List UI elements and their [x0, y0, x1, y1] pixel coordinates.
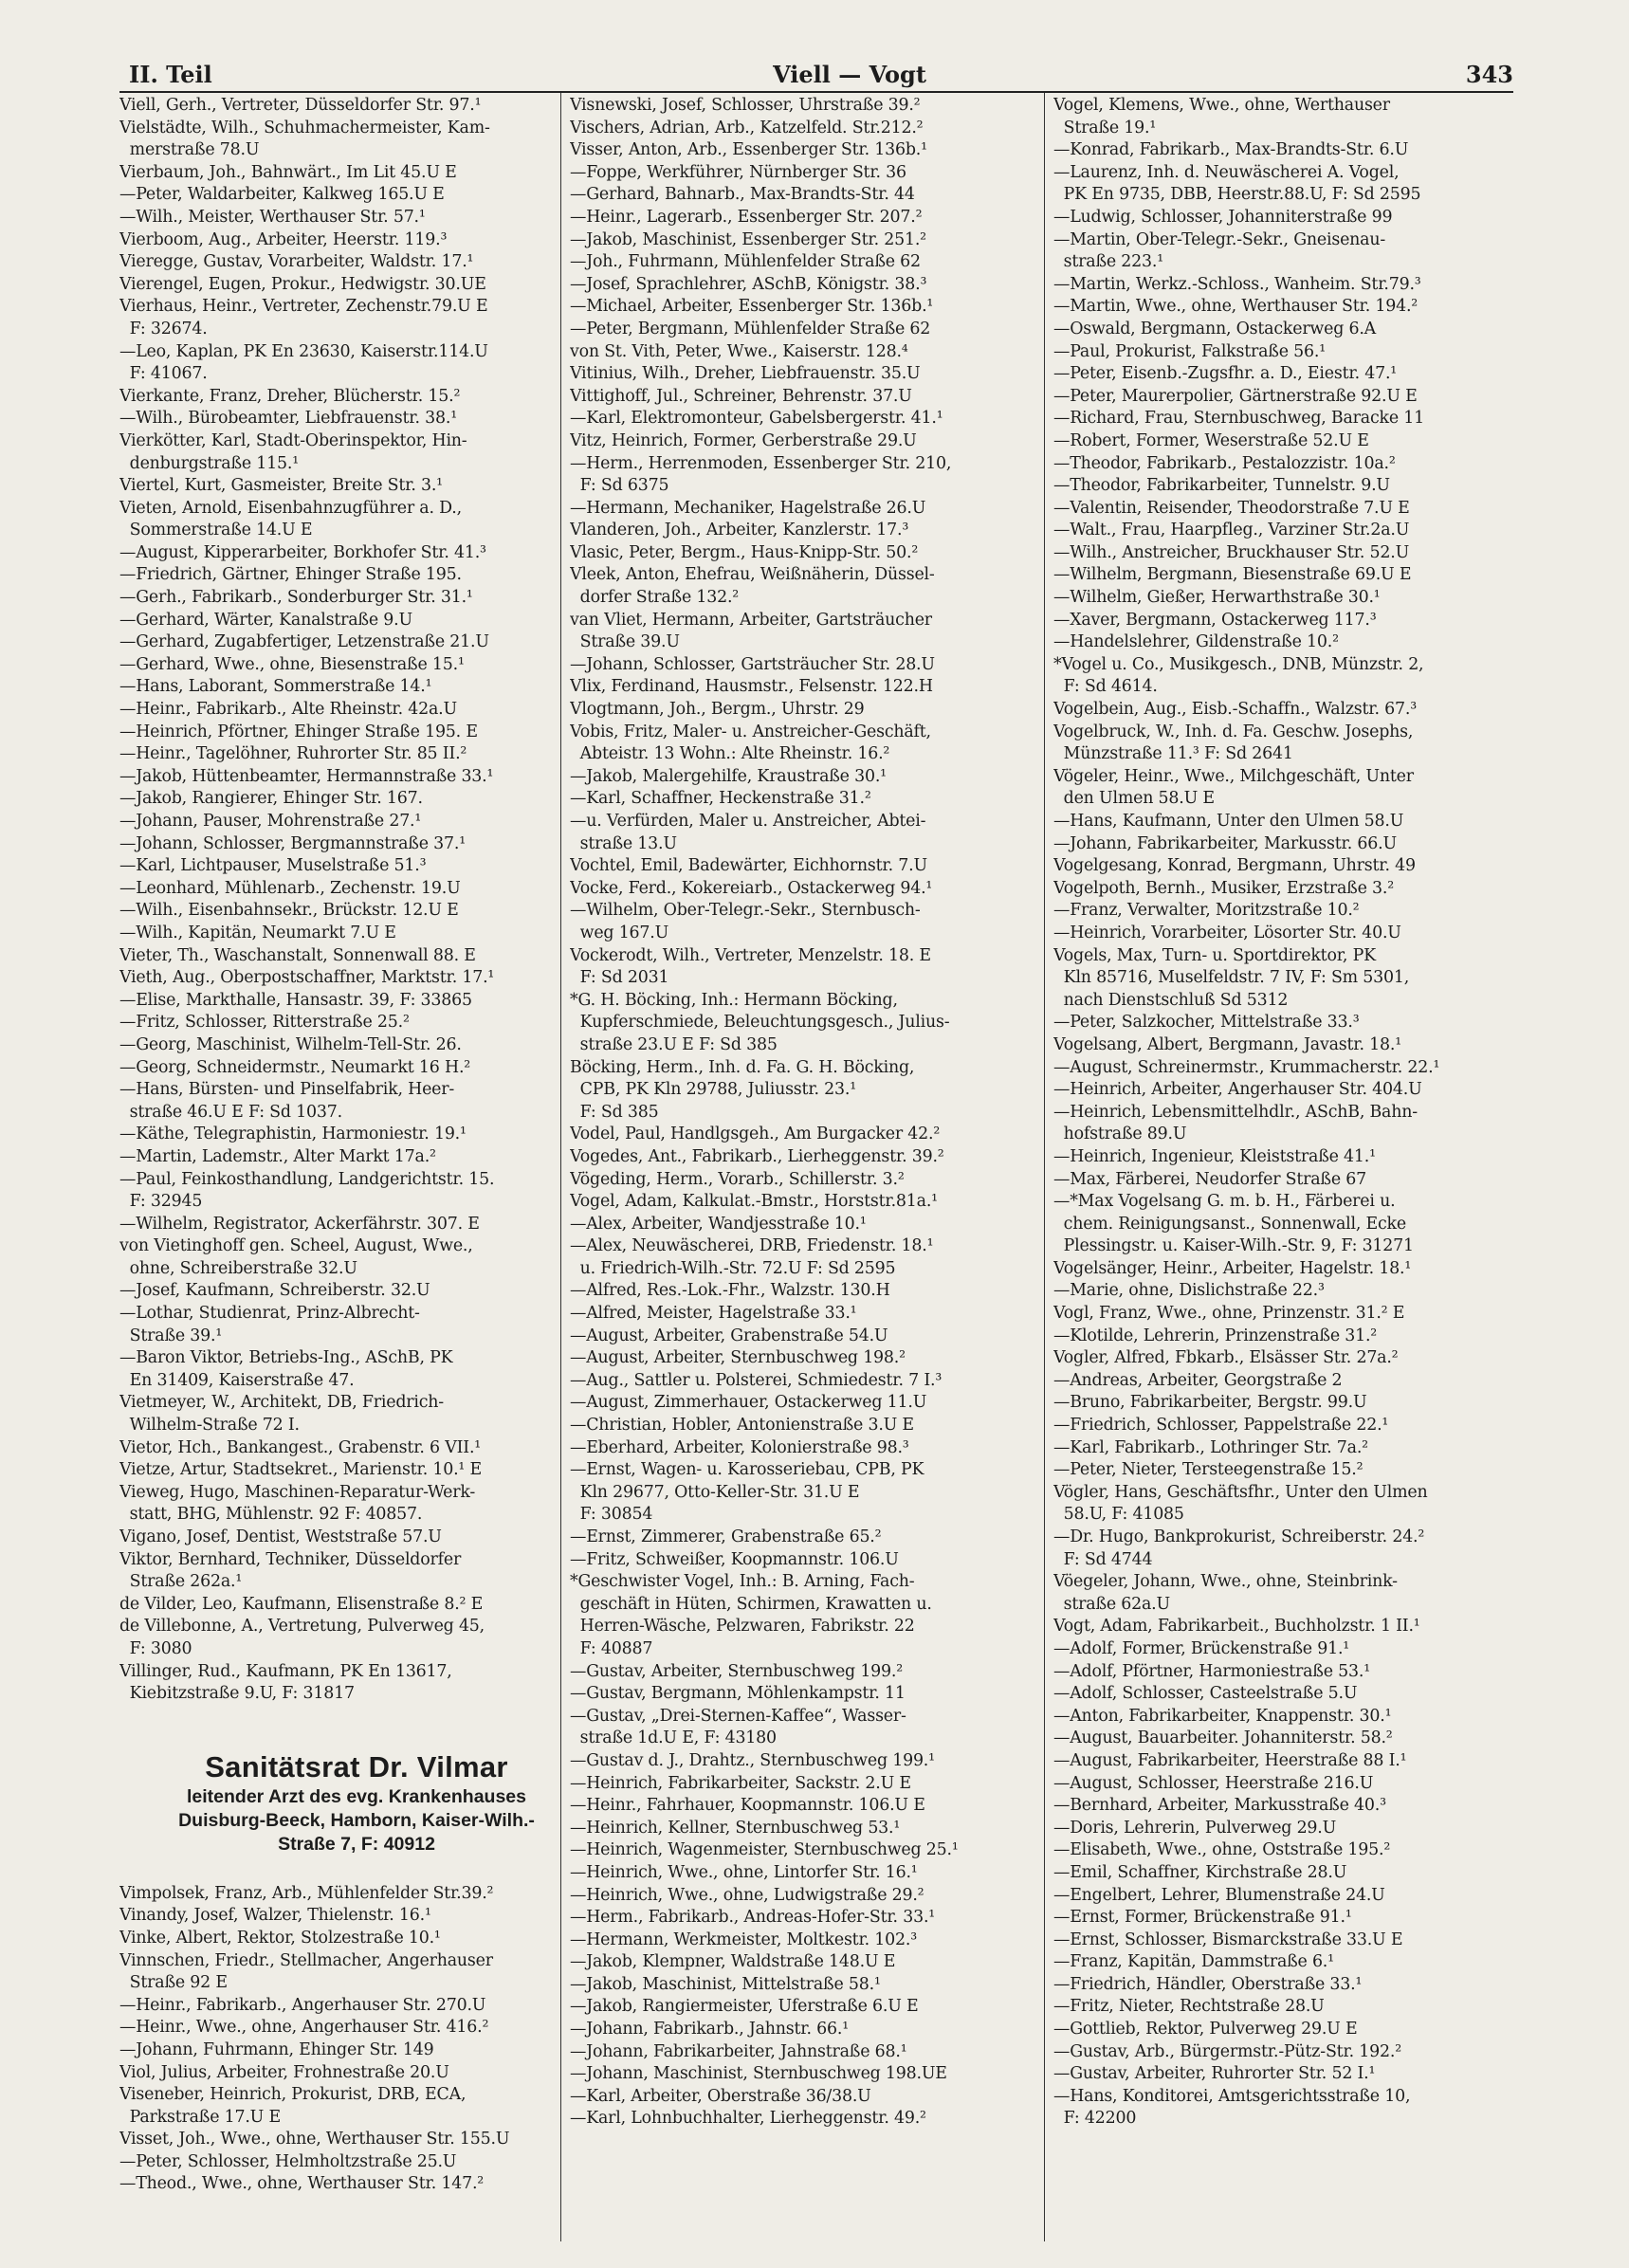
directory-entry: —Theodor, Fabrikarbeiter, Tunnelstr. 9.U: [1053, 476, 1390, 496]
directory-entry: Herren-Wäsche, Pelzwaren, Fabrikstr. 22: [570, 1617, 915, 1637]
directory-entry: —Herm., Herrenmoden, Essenberger Str. 210,: [570, 453, 952, 473]
directory-entry: Viol, Julius, Arbeiter, Frohnestraße 20.U: [119, 2062, 449, 2082]
directory-entry: —Oswald, Bergmann, Ostackerweg 6.A: [1053, 319, 1377, 338]
directory-entry: Vierbaum, Joh., Bahnwärt., Im Lit 45.U E: [119, 162, 457, 182]
directory-entry: —Klotilde, Lehrerin, Prinzenstraße 31.²: [1053, 1326, 1378, 1345]
directory-entry: —Heinrich, Arbeiter, Angerhauser Str. 404.U: [1053, 1080, 1422, 1100]
directory-entry: Vogelgesang, Konrad, Bergmann, Uhrstr. 49: [1053, 856, 1416, 876]
directory-entry: —Käthe, Telegraphistin, Harmoniestr. 19.¹: [119, 1125, 467, 1144]
directory-entry: von St. Vith, Peter, Wwe., Kaiserstr. 128.⁴: [570, 341, 908, 361]
directory-entry: —Heinrich, Kellner, Sternbuschweg 53.¹: [570, 1818, 901, 1838]
directory-entry: —Hans, Kaufmann, Unter den Ulmen 58.U: [1053, 812, 1404, 831]
directory-entry: —Franz, Kapitän, Dammstraße 6.¹: [1053, 1952, 1334, 1972]
directory-entry: Vietze, Artur, Stadtsekret., Marienstr. 10.¹ E: [119, 1460, 483, 1480]
directory-entry: denburgstraße 115.¹: [119, 453, 299, 473]
directory-entry: —Eberhard, Arbeiter, Kolonierstraße 98.³: [570, 1437, 909, 1457]
directory-entry: —Walt., Frau, Haarpfleg., Varziner Str.2a.U: [1053, 521, 1410, 540]
directory-entry: —Bernhard, Arbeiter, Markusstraße 40.³: [1053, 1796, 1386, 1816]
directory-entry: Vochtel, Emil, Badewärter, Eichhornstr. 7.U: [570, 856, 927, 876]
directory-entry: Visser, Anton, Arb., Essenberger Str. 136b.¹: [570, 140, 927, 160]
directory-entry: Viell, Gerh., Vertreter, Düsseldorfer Str. 97.¹: [119, 96, 482, 115]
directory-entry: Vlix, Ferdinand, Hausmstr., Felsenstr. 122.H: [570, 677, 933, 697]
directory-entry: F: Sd 385: [570, 1102, 659, 1122]
directory-entry: —Johann, Maschinist, Sternbuschweg 198.UE: [570, 2064, 947, 2084]
directory-entry: —August, Arbeiter, Sternbuschweg 198.²: [570, 1348, 906, 1368]
directory-entry: —Richard, Frau, Sternbuschweg, Baracke 11: [1053, 409, 1424, 429]
column-2: [570, 95, 1044, 2247]
directory-entry: u. Friedrich-Wilh.-Str. 72.U F: Sd 2595: [570, 1258, 896, 1278]
directory-entry: —Johann, Schlosser, Gartsträucher Str. 28.U: [570, 654, 935, 674]
directory-entry: —Andreas, Arbeiter, Georgstraße 2: [1053, 1370, 1343, 1390]
directory-entry: chem. Reinigungsanst., Sonnenwall, Ecke: [1053, 1214, 1406, 1234]
directory-entry: —Bruno, Fabrikarbeiter, Bergstr. 99.U: [1053, 1393, 1367, 1413]
directory-entry: —Foppe, Werkführer, Nürnberger Str. 36: [570, 162, 906, 182]
directory-entry: Vogedes, Ant., Fabrikarb., Lierheggenstr. 39.²: [570, 1146, 944, 1166]
directory-entry: Vierboom, Aug., Arbeiter, Heerstr. 119.³: [119, 229, 448, 249]
directory-entry: Vögler, Hans, Geschäftsfhr., Unter den Ulmen: [1053, 1482, 1428, 1502]
directory-entry: Straße 262a.¹: [119, 1572, 243, 1592]
directory-entry: Vielstädte, Wilh., Schuhmachermeister, Kam-: [119, 118, 490, 137]
ad-line: Duisburg-Beeck, Hamborn, Kaiser-Wilh.-: [178, 1809, 535, 1831]
directory-entry: —Elisabeth, Wwe., ohne, Oststraße 195.²: [1053, 1840, 1391, 1860]
directory-entry: —Martin, Wwe., ohne, Werthauser Str. 194.²: [1053, 297, 1419, 317]
directory-entry: Vietor, Hch., Bankangest., Grabenstr. 6 VII.¹: [119, 1437, 482, 1457]
directory-entry: F: Sd 4744: [1053, 1549, 1153, 1569]
directory-entry: —Martin, Ober-Telegr.-Sekr., Gneisenau-: [1053, 229, 1386, 249]
directory-entry: —Leonhard, Mühlenarb., Zechenstr. 19.U: [119, 878, 461, 898]
directory-entry: Vockerodt, Wilh., Vertreter, Menzelstr. 18. E: [570, 945, 931, 965]
directory-entry: —Jakob, Maschinist, Essenberger Str. 251.²: [570, 229, 926, 249]
directory-entry: hofstraße 89.U: [1053, 1125, 1187, 1144]
directory-entry: Sommerstraße 14.U E: [119, 521, 313, 540]
directory-entry: von Vietinghoff gen. Scheel, August, Wwe.,: [119, 1236, 473, 1256]
directory-entry: straße 1d.U E, F: 43180: [570, 1728, 777, 1748]
directory-entry: —Peter, Bergmann, Mühlenfelder Straße 62: [570, 319, 931, 338]
directory-entry: Vieweg, Hugo, Maschinen-Reparatur-Werk-: [119, 1482, 476, 1502]
directory-entry: statt, BHG, Mühlenstr. 92 F: 40857.: [119, 1505, 423, 1525]
directory-entry: Vinandy, Josef, Walzer, Thielenstr. 16.¹: [119, 1906, 431, 1926]
directory-entry: Vögeler, Heinr., Wwe., Milchgeschäft, Unter: [1053, 766, 1414, 786]
directory-entry: —Karl, Fabrikarb., Lothringer Str. 7a.²: [1053, 1437, 1368, 1457]
directory-entry: F: 32945: [119, 1192, 203, 1212]
directory-entry: —Doris, Lehrerin, Pulverweg 29.U: [1053, 1818, 1337, 1838]
directory-entry: —Michael, Arbeiter, Essenberger Str. 136b.¹: [570, 297, 934, 317]
column-1-entries-bottom: [119, 1883, 594, 2196]
directory-entry: —Fritz, Schlosser, Ritterstraße 25.²: [119, 1013, 410, 1033]
directory-entry: F: Sd 6375: [570, 476, 669, 496]
directory-entry: —Josef, Sprachlehrer, ASchB, Königstr. 38.³: [570, 274, 927, 294]
directory-entry: —Karl, Elektromonteur, Gabelsbergerstr. 41.¹: [570, 409, 943, 429]
directory-entry: Vierhaus, Heinr., Vertreter, Zechenstr.79.U E: [119, 297, 488, 317]
directory-entry: Wilhelm-Straße 72 I.: [119, 1416, 300, 1436]
directory-entry: —Herm., Fabrikarb., Andreas-Hofer-Str. 33.¹: [570, 1908, 936, 1928]
directory-entry: —Johann, Fuhrmann, Ehinger Str. 149: [119, 2039, 434, 2059]
directory-entry: —Ludwig, Schlosser, Johanniterstraße 99: [1053, 207, 1393, 227]
directory-entry: Vitz, Heinrich, Former, Gerberstraße 29.U: [570, 430, 917, 450]
directory-entry: —Friedrich, Schlosser, Pappelstraße 22.¹: [1053, 1416, 1389, 1436]
directory-entry: Kiebitzstraße 9.U, F: 31817: [119, 1684, 355, 1704]
directory-entry: Viktor, Bernhard, Techniker, Düsseldorfer: [119, 1549, 462, 1569]
directory-entry: —Franz, Verwalter, Moritzstraße 10.²: [1053, 901, 1360, 921]
directory-entry: —Ernst, Wagen- u. Karosseriebau, CPB, PK: [570, 1460, 924, 1480]
directory-entry: —Heinrich, Pförtner, Ehinger Straße 195. E: [119, 722, 478, 741]
directory-entry: —Heinrich, Ingenieur, Kleiststraße 41.¹: [1053, 1146, 1376, 1166]
directory-entry: —Paul, Feinkosthandlung, Landgerichtstr. 15.: [119, 1169, 495, 1189]
directory-entry: Viertel, Kurt, Gasmeister, Breite Str. 3.¹: [119, 476, 443, 496]
column-divider: [1044, 93, 1045, 2241]
directory-entry: —Friedrich, Gärtner, Ehinger Straße 195.: [119, 565, 462, 585]
page-number: 343: [1465, 61, 1513, 88]
directory-entry: —Heinr., Fahrhauer, Koopmannstr. 106.U E: [570, 1796, 925, 1816]
directory-entry: Vodel, Paul, Handlgsgeh., Am Burgacker 42.²: [570, 1125, 941, 1144]
directory-entry: Vierengel, Eugen, Prokur., Hedwigstr. 30.UE: [119, 274, 486, 294]
directory-entry: Vögeding, Herm., Vorarb., Schillerstr. 3.²: [570, 1169, 905, 1189]
directory-entry: Vitinius, Wilh., Dreher, Liebfrauenstr. 35.U: [570, 364, 921, 384]
directory-entry: 58.U, F: 41085: [1053, 1505, 1184, 1525]
directory-entry: —August, Kipperarbeiter, Borkhofer Str. 41.³: [119, 542, 486, 562]
directory-entry: —Wilh., Kapitän, Neumarkt 7.U E: [119, 923, 396, 942]
directory-entry: —Gustav d. J., Drahtz., Sternbuschweg 199.¹: [570, 1750, 935, 1770]
directory-entry: —Gerh., Fabrikarb., Sonderburger Str. 31.¹: [119, 588, 473, 608]
directory-entry: —August, Fabrikarbeiter, Heerstraße 88 I.¹: [1053, 1750, 1407, 1770]
directory-entry: —Ernst, Former, Brückenstraße 91.¹: [1053, 1908, 1352, 1928]
directory-entry: Vinke, Albert, Rektor, Stolzestraße 10.¹: [119, 1928, 441, 1948]
directory-entry: Vinnschen, Friedr., Stellmacher, Angerhauser: [119, 1950, 493, 1970]
column-3: [1053, 95, 1528, 2247]
directory-entry: —Peter, Eisenb.-Zugsfhr. a. D., Eiestr. 47.¹: [1053, 364, 1398, 384]
directory-entry: Straße 19.¹: [1053, 118, 1157, 137]
directory-entry: —Hans, Laborant, Sommerstraße 14.¹: [119, 677, 432, 697]
directory-entry: —Handelslehrer, Gildenstraße 10.²: [1053, 632, 1339, 652]
directory-entry: —Johann, Fabrikarb., Jahnstr. 66.¹: [570, 2020, 849, 2039]
directory-entry: Abteistr. 13 Wohn.: Alte Rheinstr. 16.²: [570, 744, 890, 764]
directory-entry: —Karl, Lohnbuchhalter, Lierheggenstr. 49.²: [570, 2109, 926, 2129]
directory-entry: Vieten, Arnold, Eisenbahnzugführer a. D.,: [119, 498, 462, 518]
directory-entry: —Jakob, Rangiermeister, Uferstraße 6.U E: [570, 1997, 919, 2017]
directory-entry: straße 223.¹: [1053, 252, 1163, 272]
directory-entry: —Hermann, Mechaniker, Hagelstraße 26.U: [570, 498, 926, 518]
directory-entry: —Karl, Arbeiter, Oberstraße 36/38.U: [570, 2086, 871, 2106]
directory-entry: F: 41067.: [119, 364, 208, 384]
directory-entry: —August, Schlosser, Heerstraße 216.U: [1053, 1773, 1374, 1793]
directory-entry: F: 40887: [570, 1638, 653, 1658]
directory-entry: —August, Arbeiter, Grabenstraße 54.U: [570, 1326, 888, 1345]
directory-entry: —Jakob, Hüttenbeamter, Hermannstraße 33.¹: [119, 766, 494, 786]
directory-entry: *G. H. Böcking, Inh.: Hermann Böcking,: [570, 990, 898, 1010]
directory-entry: Vogelbruck, W., Inh. d. Fa. Geschw. Josephs,: [1053, 722, 1414, 741]
directory-entry: —Hermann, Werkmeister, Moltkestr. 102.³: [570, 1930, 918, 1949]
directory-entry: Vogl, Franz, Wwe., ohne, Prinzenstr. 31.² E: [1053, 1304, 1405, 1324]
directory-entry: geschäft in Hüten, Schirmen, Krawatten u.: [570, 1594, 932, 1614]
directory-entry: Villinger, Rud., Kaufmann, PK En 13617,: [119, 1661, 452, 1681]
directory-entry: Vogelbein, Aug., Eisb.-Schaffn., Walzstr. 67.³: [1053, 700, 1417, 720]
directory-entry: Vigano, Josef, Dentist, Weststraße 57.U: [119, 1527, 442, 1546]
directory-entry: —Leo, Kaplan, PK En 23630, Kaiserstr.114.U: [119, 341, 488, 361]
directory-entry: —Adolf, Schlosser, Casteelstraße 5.U: [1053, 1684, 1358, 1704]
directory-entry: —Aug., Sattler u. Polsterei, Schmiedestr. 7 I.³: [570, 1370, 943, 1390]
directory-entry: —Dr. Hugo, Bankprokurist, Schreiberstr. 24.²: [1053, 1527, 1425, 1546]
directory-entry: F: Sd 4614.: [1053, 677, 1158, 697]
directory-entry: —Paul, Prokurist, Falkstraße 56.¹: [1053, 341, 1326, 361]
directory-entry: —Johann, Fabrikarbeiter, Markusstr. 66.U: [1053, 833, 1397, 853]
directory-entry: F: 32674.: [119, 319, 208, 338]
directory-entry: —Anton, Fabrikarbeiter, Knappenstr. 30.¹: [1053, 1706, 1392, 1726]
directory-entry: —Robert, Former, Weserstraße 52.U E: [1053, 430, 1369, 450]
directory-entry: Visnewski, Josef, Schlosser, Uhrstraße 39.²: [570, 96, 921, 115]
directory-entry: *Geschwister Vogel, Inh.: B. Arning, Fach-: [570, 1572, 915, 1592]
directory-entry: F: 42200: [1053, 2109, 1137, 2129]
ad-line: Straße 7, F: 40912: [278, 1833, 435, 1855]
directory-entry: merstraße 78.U: [119, 140, 260, 160]
directory-entry: —Wilhelm, Registrator, Ackerfährstr. 307. E: [119, 1214, 480, 1234]
directory-entry: —Adolf, Former, Brückenstraße 91.¹: [1053, 1638, 1350, 1658]
directory-entry: —Heinr., Lagerarb., Essenberger Str. 207.²: [570, 207, 923, 227]
directory-entry: Straße 39.¹: [119, 1326, 223, 1345]
directory-entry: —Lothar, Studienrat, Prinz-Albrecht-: [119, 1304, 420, 1324]
directory-entry: straße 13.U: [570, 833, 677, 853]
directory-entry: —Wilhelm, Bergmann, Biesenstraße 69.U E: [1053, 565, 1412, 585]
directory-entry: Vogelpoth, Bernh., Musiker, Erzstraße 3.²: [1053, 878, 1394, 898]
directory-entry: —Gustav, Arbeiter, Sternbuschweg 199.²: [570, 1661, 904, 1681]
directory-entry: —Marie, ohne, Dislichstraße 22.³: [1053, 1281, 1325, 1301]
directory-entry: Vlogtmann, Joh., Bergm., Uhrstr. 29: [570, 700, 865, 720]
directory-entry: Vlanderen, Joh., Arbeiter, Kanzlerstr. 17.³: [570, 521, 909, 540]
directory-entry: Vleek, Anton, Ehefrau, Weißnäherin, Düssel-: [570, 565, 935, 585]
directory-entry: —Gerhard, Wwe., ohne, Biesenstraße 15.¹: [119, 654, 465, 674]
directory-entry: —August, Schreinermstr., Krummacherstr. 22.¹: [1053, 1057, 1440, 1077]
directory-entry: —Heinr., Wwe., ohne, Angerhauser Str. 416.²: [119, 2018, 489, 2038]
directory-entry: —Alex, Arbeiter, Wandjesstraße 10.¹: [570, 1214, 867, 1234]
directory-entry: —u. Verfürden, Maler u. Anstreicher, Abtei-: [570, 812, 926, 831]
directory-entry: F: Sd 2031: [570, 968, 669, 988]
directory-entry: Vöegeler, Johann, Wwe., ohne, Steinbrink-: [1053, 1572, 1398, 1592]
directory-entry: En 31409, Kaiserstraße 47.: [119, 1370, 355, 1390]
directory-entry: —Hans, Bürsten- und Pinselfabrik, Heer-: [119, 1080, 455, 1100]
directory-entry: Vogels, Max, Turn- u. Sportdirektor, PK: [1053, 945, 1376, 965]
directory-entry: Vogel, Adam, Kalkulat.-Bmstr., Horststr.81a.¹: [570, 1192, 938, 1212]
page-header: [119, 53, 1513, 91]
directory-entry: Straße 92 E: [119, 1973, 228, 1993]
directory-entry: Parkstraße 17.U E: [119, 2107, 281, 2127]
directory-entry: —Emil, Schaffner, Kirchstraße 28.U: [1053, 1862, 1347, 1882]
directory-entry: —Wilh., Anstreicher, Bruckhauser Str. 52.U: [1053, 542, 1410, 562]
directory-entry: den Ulmen 58.U E: [1053, 789, 1215, 809]
ad-title: Sanitätsrat Dr. Vilmar: [205, 1749, 508, 1783]
directory-entry: —Heinr., Fabrikarb., Alte Rheinstr. 42a.U: [119, 700, 457, 720]
directory-entry: —Georg, Schneidermstr., Neumarkt 16 H.²: [119, 1057, 471, 1077]
directory-entry: —Alfred, Meister, Hagelstraße 33.¹: [570, 1304, 857, 1324]
column-1-entries-top: [119, 95, 594, 1706]
directory-entry: Vogelsang, Albert, Bergmann, Javastr. 18.¹: [1053, 1034, 1401, 1054]
directory-entry: —Elise, Markthalle, Hansastr. 39, F: 33865: [119, 990, 472, 1010]
directory-entry: Vogler, Alfred, Fbkarb., Elsässer Str. 27a.²: [1053, 1348, 1399, 1368]
directory-entry: Vobis, Fritz, Maler- u. Anstreicher-Geschäft,: [570, 722, 931, 741]
directory-entry: —Joh., Fuhrmann, Mühlenfelder Straße 62: [570, 252, 921, 272]
directory-entry: weg 167.U: [570, 923, 669, 942]
directory-entry: straße 62a.U: [1053, 1594, 1170, 1614]
directory-entry: —Martin, Lademstr., Alter Markt 17a.²: [119, 1146, 436, 1166]
directory-entry: —Heinrich, Wagenmeister, Sternbuschweg 25.¹: [570, 1840, 959, 1860]
directory-entry: —Alfred, Res.-Lok.-Fhr., Walzstr. 130.H: [570, 1281, 890, 1301]
directory-entry: —Karl, Lichtpauser, Muselstraße 51.³: [119, 856, 427, 876]
directory-entry: —Theodor, Fabrikarb., Pestalozzistr. 10a.²: [1053, 453, 1396, 473]
directory-entry: —Jakob, Rangierer, Ehinger Str. 167.: [119, 789, 423, 809]
directory-entry: —Heinr., Tagelöhner, Ruhrorter Str. 85 II.²: [119, 744, 467, 764]
directory-entry: —Engelbert, Lehrer, Blumenstraße 24.U: [1053, 1885, 1385, 1905]
directory-entry: —Wilh., Eisenbahnsekr., Brückstr. 12.U E: [119, 901, 459, 921]
directory-entry: —Heinrich, Wwe., ohne, Ludwigstraße 29.²: [570, 1885, 924, 1905]
directory-entry: —Hans, Konditorei, Amtsgerichtsstraße 10,: [1053, 2086, 1411, 2106]
directory-entry: —Wilh., Bürobeamter, Liebfrauenstr. 38.¹: [119, 409, 457, 429]
directory-entry: Vieregge, Gustav, Vorarbeiter, Waldstr. 17.¹: [119, 252, 474, 272]
directory-entry: —Theod., Wwe., ohne, Werthauser Str. 147.²: [119, 2174, 485, 2194]
directory-entry: —Peter, Nieter, Tersteegenstraße 15.²: [1053, 1460, 1364, 1480]
directory-entry: —Gerhard, Bahnarb., Max-Brandts-Str. 44: [570, 185, 915, 205]
column-1: [119, 95, 594, 2247]
directory-entry: Vietmeyer, W., Architekt, DB, Friedrich-: [119, 1393, 444, 1413]
directory-entry: —Georg, Maschinist, Wilhelm-Tell-Str. 26.: [119, 1034, 462, 1054]
directory-entry: *Vogel u. Co., Musikgesch., DNB, Münzstr. 2,: [1053, 654, 1424, 674]
advertisement-vilmar: [119, 1749, 594, 1856]
directory-entry: —Fritz, Nieter, Rechtstraße 28.U: [1053, 1997, 1325, 2017]
directory-entry: de Villebonne, A., Vertretung, Pulverweg 45,: [119, 1617, 485, 1637]
directory-entry: ohne, Schreiberstraße 32.U: [119, 1258, 357, 1278]
directory-entry: —Valentin, Reisender, Theodorstraße 7.U E: [1053, 498, 1410, 518]
directory-entry: —Peter, Schlosser, Helmholtzstraße 25.U: [119, 2151, 457, 2171]
directory-entry: —Wilhelm, Gießer, Herwarthstraße 30.¹: [1053, 588, 1381, 608]
directory-entry: —Ernst, Zimmerer, Grabenstraße 65.²: [570, 1527, 882, 1546]
directory-entry: —Christian, Hobler, Antonienstraße 3.U E: [570, 1416, 914, 1436]
directory-entry: Kupferschmiede, Beleuchtungsgesch., Julius-: [570, 1013, 950, 1033]
directory-entry: —Heinrich, Lebensmittelhdlr., ASchB, Bahn-: [1053, 1102, 1418, 1122]
directory-entry: —Konrad, Fabrikarb., Max-Brandts-Str. 6.U: [1053, 140, 1409, 160]
directory-entry: —Peter, Maurerpolier, Gärtnerstraße 92.U E: [1053, 386, 1418, 406]
running-head: Viell — Vogt: [773, 61, 926, 88]
directory-entry: —Xaver, Bergmann, Ostackerweg 117.³: [1053, 610, 1377, 630]
directory-entry: Vogt, Adam, Fabrikarbeit., Buchholzstr. 1 II.¹: [1053, 1617, 1420, 1637]
directory-entry: nach Dienstschluß Sd 5312: [1053, 990, 1289, 1010]
directory-entry: Plessingstr. u. Kaiser-Wilh.-Str. 9, F: 31271: [1053, 1236, 1414, 1256]
directory-entry: —Max, Färberei, Neudorfer Straße 67: [1053, 1169, 1366, 1189]
directory-entry: —Gustav, Arbeiter, Ruhrorter Str. 52 I.¹: [1053, 2064, 1376, 2084]
directory-entry: —Martin, Werkz.-Schloss., Wanheim. Str.79.³: [1053, 274, 1421, 294]
directory-entry: Visset, Joh., Wwe., ohne, Werthauser Str. 155.U: [119, 2130, 510, 2149]
directory-entry: Kln 29677, Otto-Keller-Str. 31.U E: [570, 1482, 860, 1502]
ad-line: leitender Arzt des evg. Krankenhauses: [187, 1785, 526, 1807]
directory-entry: —Ernst, Schlosser, Bismarckstraße 33.U E: [1053, 1930, 1403, 1949]
directory-entry: —Heinrich, Fabrikarbeiter, Sackstr. 2.U E: [570, 1773, 911, 1793]
directory-entry: Vierkötter, Karl, Stadt-Oberinspektor, Hin-: [119, 430, 467, 450]
directory-entry: —Karl, Schaffner, Heckenstraße 31.²: [570, 789, 871, 809]
directory-entry: —Wilh., Meister, Werthauser Str. 57.¹: [119, 207, 426, 227]
directory-entry: —Johann, Schlosser, Bergmannstraße 37.¹: [119, 833, 466, 853]
directory-entry: Vierkante, Franz, Dreher, Blücherstr. 15.²: [119, 386, 461, 406]
directory-entry: Vogel, Klemens, Wwe., ohne, Werthauser: [1053, 96, 1390, 115]
directory-entry: —Fritz, Schweißer, Koopmannstr. 106.U: [570, 1549, 899, 1569]
directory-entry: de Vilder, Leo, Kaufmann, Elisenstraße 8.² E: [119, 1594, 484, 1614]
directory-entry: straße 23.U E F: Sd 385: [570, 1034, 778, 1054]
directory-entry: —August, Zimmerhauer, Ostackerweg 11.U: [570, 1393, 927, 1413]
directory-entry: straße 46.U E F: Sd 1037.: [119, 1102, 342, 1122]
directory-entry: —Adolf, Pförtner, Harmoniestraße 53.¹: [1053, 1661, 1370, 1681]
directory-entry: —Gerhard, Zugabfertiger, Letzenstraße 21.U: [119, 632, 489, 652]
directory-entry: —Gottlieb, Rektor, Pulverweg 29.U E: [1053, 2020, 1358, 2039]
directory-entry: —Johann, Fabrikarbeiter, Jahnstraße 68.¹: [570, 2041, 907, 2061]
directory-entry: —Gerhard, Wärter, Kanalstraße 9.U: [119, 610, 412, 630]
directory-entry: Viseneber, Heinrich, Prokurist, DRB, ECA,: [119, 2085, 467, 2105]
directory-entry: —Josef, Kaufmann, Schreiberstr. 32.U: [119, 1281, 430, 1301]
directory-entry: CPB, PK Kln 29788, Juliusstr. 23.¹: [570, 1080, 857, 1100]
directory-entry: Vogelsänger, Heinr., Arbeiter, Hagelstr. 18.¹: [1053, 1258, 1412, 1278]
directory-entry: F: 3080: [119, 1638, 192, 1658]
directory-entry: —Jakob, Malergehilfe, Kraustraße 30.¹: [570, 766, 887, 786]
directory-entry: Vieter, Th., Waschanstalt, Sonnenwall 88. E: [119, 945, 476, 965]
directory-entry: —Peter, Waldarbeiter, Kalkweg 165.U E: [119, 185, 445, 205]
directory-entry: —Gustav, „Drei-Sternen-Kaffee“, Wasser-: [570, 1706, 906, 1726]
directory-entry: —Heinrich, Wwe., ohne, Lintorfer Str. 16.¹: [570, 1862, 918, 1882]
directory-entry: —Johann, Pauser, Mohrenstraße 27.¹: [119, 812, 422, 831]
directory-entry: Münzstraße 11.³ F: Sd 2641: [1053, 744, 1293, 764]
section-label: II. Teil: [129, 61, 212, 88]
directory-entry: —Heinr., Fabrikarb., Angerhauser Str. 270.U: [119, 1995, 486, 2015]
directory-entry: —Baron Viktor, Betriebs-Ing., ASchB, PK: [119, 1348, 453, 1368]
directory-entry: Vischers, Adrian, Arb., Katzelfeld. Str.212.²: [570, 118, 924, 137]
directory-entry: —Friedrich, Händler, Oberstraße 33.¹: [1053, 1974, 1363, 1994]
directory-entry: —Gustav, Bergmann, Möhlenkampstr. 11: [570, 1684, 906, 1704]
directory-entry: Vieth, Aug., Oberpostschaffner, Marktstr. 17.¹: [119, 968, 495, 988]
directory-entry: —Gustav, Arb., Bürgermstr.-Pütz-Str. 192.²: [1053, 2041, 1401, 2061]
directory-entry: —Laurenz, Inh. d. Neuwäscherei A. Vogel,: [1053, 162, 1400, 182]
directory-entry: —Jakob, Maschinist, Mittelstraße 58.¹: [570, 1974, 881, 1994]
header-rule: [119, 91, 1513, 93]
directory-entry: Vimpolsek, Franz, Arb., Mühlenfelder Str.39.²: [119, 1883, 494, 1903]
directory-entry: van Vliet, Hermann, Arbeiter, Gartsträucher: [570, 610, 932, 630]
directory-entry: —*Max Vogelsang G. m. b. H., Färberei u.: [1053, 1192, 1396, 1212]
directory-entry: Vittighoff, Jul., Schreiner, Behrenstr. 37.U: [570, 386, 912, 406]
directory-entry: —Peter, Salzkocher, Mittelstraße 33.³: [1053, 1013, 1360, 1033]
directory-entry: F: 30854: [570, 1505, 653, 1525]
directory-entry: —Wilhelm, Ober-Telegr.-Sekr., Sternbusch-: [570, 901, 921, 921]
directory-entry: Straße 39.U: [570, 632, 680, 652]
directory-entry: —Heinrich, Vorarbeiter, Lösorter Str. 40.U: [1053, 923, 1401, 942]
directory-entry: Vocke, Ferd., Kokereiarb., Ostackerweg 94.¹: [570, 878, 933, 898]
directory-entry: —Jakob, Klempner, Waldstraße 148.U E: [570, 1952, 896, 1972]
directory-entry: Böcking, Herm., Inh. d. Fa. G. H. Böcking,: [570, 1057, 915, 1077]
directory-entry: —Alex, Neuwäscherei, DRB, Friedenstr. 18.¹: [570, 1236, 934, 1256]
directory-entry: Kln 85716, Muselfeldstr. 7 IV, F: Sm 5301,: [1053, 968, 1410, 988]
directory-entry: dorfer Straße 132.²: [570, 588, 740, 608]
directory-entry: —August, Bauarbeiter. Johanniterstr. 58.²: [1053, 1728, 1393, 1748]
directory-entry: PK En 9735, DBB, Heerstr.88.U, F: Sd 2595: [1053, 185, 1421, 205]
directory-entry: Vlasic, Peter, Bergm., Haus-Knipp-Str. 50.²: [570, 542, 919, 562]
